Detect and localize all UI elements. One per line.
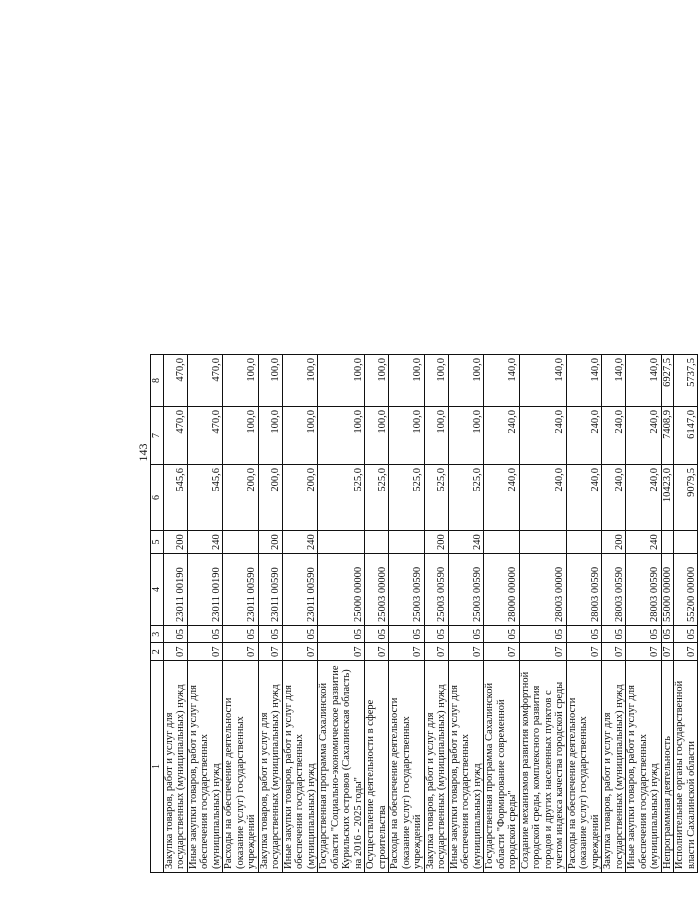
- target-article-cell: 55200 00000: [674, 554, 698, 626]
- amount-col7-cell: 240,0: [519, 407, 566, 465]
- subsection-code-cell: 05: [484, 626, 520, 644]
- amount-col8-cell: 100,0: [258, 355, 282, 407]
- target-article-cell: 25003 00590: [448, 554, 484, 626]
- section-code-cell: 07: [318, 643, 365, 661]
- table-row: [661, 355, 674, 873]
- row-name-cell: Осуществление деятельности в сфере строительства: [365, 661, 389, 873]
- section-code-cell: 07: [187, 643, 223, 661]
- amount-col6-cell: 240,0: [519, 465, 566, 531]
- expense-type-cell: 200: [602, 531, 626, 554]
- table-row: [258, 355, 282, 873]
- amount-col7-cell: 470,0: [163, 407, 187, 465]
- row-name-cell: Закупка товаров, работ и услуг для государственных (муниципальных) нужд: [424, 661, 448, 873]
- target-article-cell: 55000 00000: [661, 554, 674, 626]
- amount-col7-cell: 100,0: [389, 407, 425, 465]
- subsection-code-cell: 05: [282, 626, 318, 644]
- table-row: [187, 355, 223, 873]
- target-article-cell: 25003 00000: [365, 554, 389, 626]
- table-row: [163, 355, 187, 873]
- table-body: [163, 355, 698, 873]
- expense-type-cell: 240: [187, 531, 223, 554]
- amount-col8-cell: 6927,5: [661, 355, 674, 407]
- amount-col8-cell: 100,0: [318, 355, 365, 407]
- subsection-code-cell: 05: [626, 626, 662, 644]
- row-name-cell: Иные закупки товаров, работ и услуг для обеспечения государственных (муниципальных) нужд: [187, 661, 223, 873]
- subsection-code-cell: 05: [519, 626, 566, 644]
- amount-col6-cell: 200,0: [282, 465, 318, 531]
- row-name-cell: Расходы на обеспечение деятельности (оказание услуг) государственных учреждений: [223, 661, 259, 873]
- section-code-cell: 07: [448, 643, 484, 661]
- amount-col7-cell: 100,0: [448, 407, 484, 465]
- target-article-cell: 23011 00190: [187, 554, 223, 626]
- expense-type-cell: [566, 531, 602, 554]
- subsection-code-cell: 05: [674, 626, 698, 644]
- row-name-cell: Закупка товаров, работ и услуг для государственных (муниципальных) нужд: [258, 661, 282, 873]
- table-row: [389, 355, 425, 873]
- section-code-cell: 07: [674, 643, 698, 661]
- amount-col8-cell: 140,0: [626, 355, 662, 407]
- amount-col6-cell: 240,0: [566, 465, 602, 531]
- amount-col7-cell: 100,0: [282, 407, 318, 465]
- section-code-cell: 07: [389, 643, 425, 661]
- target-article-cell: 28003 00590: [566, 554, 602, 626]
- subsection-code-cell: 05: [661, 626, 674, 644]
- target-article-cell: 28003 00590: [626, 554, 662, 626]
- section-code-cell: 07: [626, 643, 662, 661]
- amount-col8-cell: 140,0: [484, 355, 520, 407]
- subsection-code-cell: 05: [602, 626, 626, 644]
- target-article-cell: 25003 00590: [424, 554, 448, 626]
- row-name-cell: Закупка товаров, работ и услуг для государственных (муниципальных) нужд: [163, 661, 187, 873]
- amount-col6-cell: 200,0: [223, 465, 259, 531]
- expense-type-cell: [365, 531, 389, 554]
- section-code-cell: 07: [661, 643, 674, 661]
- subsection-code-cell: 05: [424, 626, 448, 644]
- amount-col6-cell: 240,0: [602, 465, 626, 531]
- table-row: [282, 355, 318, 873]
- amount-col8-cell: 140,0: [519, 355, 566, 407]
- column-header: 6: [151, 465, 164, 531]
- section-code-cell: 07: [424, 643, 448, 661]
- amount-col8-cell: 100,0: [389, 355, 425, 407]
- subsection-code-cell: 05: [365, 626, 389, 644]
- amount-col6-cell: 545,6: [163, 465, 187, 531]
- amount-col8-cell: 100,0: [365, 355, 389, 407]
- column-header: 1: [151, 661, 164, 873]
- subsection-code-cell: 05: [223, 626, 259, 644]
- amount-col6-cell: 525,0: [448, 465, 484, 531]
- expense-type-cell: 240: [626, 531, 662, 554]
- expense-type-cell: 200: [258, 531, 282, 554]
- target-article-cell: 25000 00000: [318, 554, 365, 626]
- budget-table: [150, 354, 698, 873]
- section-code-cell: 07: [258, 643, 282, 661]
- amount-col8-cell: 5737,5: [674, 355, 698, 407]
- amount-col7-cell: 6147,0: [674, 407, 698, 465]
- row-name-cell: Иные закупки товаров, работ и услуг для обеспечения государственных (муниципальных) нужд: [282, 661, 318, 873]
- amount-col7-cell: 240,0: [566, 407, 602, 465]
- amount-col7-cell: 240,0: [602, 407, 626, 465]
- column-header-row: [151, 355, 164, 873]
- row-name-cell: Государственная программа Сахалинской области "Формирование современной городской среды": [484, 661, 520, 873]
- target-article-cell: 23011 00590: [223, 554, 259, 626]
- column-header: 2: [151, 643, 164, 661]
- row-name-cell: Закупка товаров, работ и услуг для государственных (муниципальных) нужд: [602, 661, 626, 873]
- column-header: 4: [151, 554, 164, 626]
- column-header: 8: [151, 355, 164, 407]
- target-article-cell: 23011 00590: [258, 554, 282, 626]
- subsection-code-cell: 05: [187, 626, 223, 644]
- amount-col7-cell: 100,0: [318, 407, 365, 465]
- column-header: 5: [151, 531, 164, 554]
- table-row: [448, 355, 484, 873]
- expense-type-cell: [484, 531, 520, 554]
- expense-type-cell: [661, 531, 674, 554]
- amount-col6-cell: 240,0: [484, 465, 520, 531]
- section-code-cell: 07: [223, 643, 259, 661]
- subsection-code-cell: 05: [566, 626, 602, 644]
- target-article-cell: 28003 00000: [519, 554, 566, 626]
- target-article-cell: 25003 00590: [389, 554, 425, 626]
- subsection-code-cell: 05: [163, 626, 187, 644]
- target-article-cell: 23011 00590: [282, 554, 318, 626]
- expense-type-cell: [223, 531, 259, 554]
- expense-type-cell: [674, 531, 698, 554]
- subsection-code-cell: 05: [258, 626, 282, 644]
- subsection-code-cell: 05: [318, 626, 365, 644]
- column-header: 3: [151, 626, 164, 644]
- section-code-cell: 07: [602, 643, 626, 661]
- target-article-cell: 23011 00190: [163, 554, 187, 626]
- amount-col8-cell: 100,0: [424, 355, 448, 407]
- amount-col6-cell: 525,0: [318, 465, 365, 531]
- target-article-cell: 28000 00000: [484, 554, 520, 626]
- table-row: [602, 355, 626, 873]
- amount-col8-cell: 470,0: [187, 355, 223, 407]
- subsection-code-cell: 05: [448, 626, 484, 644]
- table-row: [566, 355, 602, 873]
- amount-col6-cell: 10423,0: [661, 465, 674, 531]
- expense-type-cell: 200: [424, 531, 448, 554]
- row-name-cell: Иные закупки товаров, работ и услуг для обеспечения государственных (муниципальных) нужд: [626, 661, 662, 873]
- row-name-cell: Непрограммная деятельность: [661, 661, 674, 873]
- amount-col7-cell: 240,0: [484, 407, 520, 465]
- amount-col7-cell: 100,0: [223, 407, 259, 465]
- row-name-cell: Исполнительные органы государственной власти Сахалинской области: [674, 661, 698, 873]
- amount-col8-cell: 470,0: [163, 355, 187, 407]
- section-code-cell: 07: [519, 643, 566, 661]
- amount-col6-cell: 545,6: [187, 465, 223, 531]
- section-code-cell: 07: [365, 643, 389, 661]
- expense-type-cell: [318, 531, 365, 554]
- subsection-code-cell: 05: [389, 626, 425, 644]
- amount-col6-cell: 525,0: [424, 465, 448, 531]
- amount-col7-cell: 240,0: [626, 407, 662, 465]
- target-article-cell: 28003 00590: [602, 554, 626, 626]
- expense-type-cell: 240: [282, 531, 318, 554]
- expense-type-cell: [519, 531, 566, 554]
- section-code-cell: 07: [282, 643, 318, 661]
- amount-col6-cell: 9079,5: [674, 465, 698, 531]
- amount-col6-cell: 200,0: [258, 465, 282, 531]
- table-row: [674, 355, 698, 873]
- table-row: [484, 355, 520, 873]
- amount-col8-cell: 140,0: [566, 355, 602, 407]
- table-row: [519, 355, 566, 873]
- amount-col8-cell: 100,0: [223, 355, 259, 407]
- row-name-cell: Государственная программа Сахалинской области "Социально-экономическое развитие Курильских островов (Сахалинская область) на 2016 - 2025 годы": [318, 661, 365, 873]
- table-row: [223, 355, 259, 873]
- amount-col8-cell: 100,0: [448, 355, 484, 407]
- amount-col7-cell: 100,0: [258, 407, 282, 465]
- section-code-cell: 07: [566, 643, 602, 661]
- amount-col7-cell: 7408,9: [661, 407, 674, 465]
- row-name-cell: Расходы на обеспечение деятельности (оказание услуг) государственных учреждений: [389, 661, 425, 873]
- amount-col6-cell: 525,0: [365, 465, 389, 531]
- column-header: 7: [151, 407, 164, 465]
- table-row: [424, 355, 448, 873]
- section-code-cell: 07: [484, 643, 520, 661]
- amount-col7-cell: 100,0: [365, 407, 389, 465]
- table-row: [365, 355, 389, 873]
- expense-type-cell: 200: [163, 531, 187, 554]
- row-name-cell: Иные закупки товаров, работ и услуг для обеспечения государственных (муниципальных) нужд: [448, 661, 484, 873]
- amount-col8-cell: 100,0: [282, 355, 318, 407]
- amount-col6-cell: 240,0: [626, 465, 662, 531]
- amount-col8-cell: 140,0: [602, 355, 626, 407]
- amount-col7-cell: 470,0: [187, 407, 223, 465]
- table-row: [626, 355, 662, 873]
- row-name-cell: Создание механизмов развития комфортной городской среды, комплексного развития городов и других населенных пунктов с учетом индекса качества городской среды: [519, 661, 566, 873]
- amount-col7-cell: 100,0: [424, 407, 448, 465]
- row-name-cell: Расходы на обеспечение деятельности (оказание услуг) государственных учреждений: [566, 661, 602, 873]
- expense-type-cell: [389, 531, 425, 554]
- amount-col6-cell: 525,0: [389, 465, 425, 531]
- table-row: [318, 355, 365, 873]
- expense-type-cell: 240: [448, 531, 484, 554]
- section-code-cell: 07: [163, 643, 187, 661]
- page-number: 143: [136, 443, 150, 462]
